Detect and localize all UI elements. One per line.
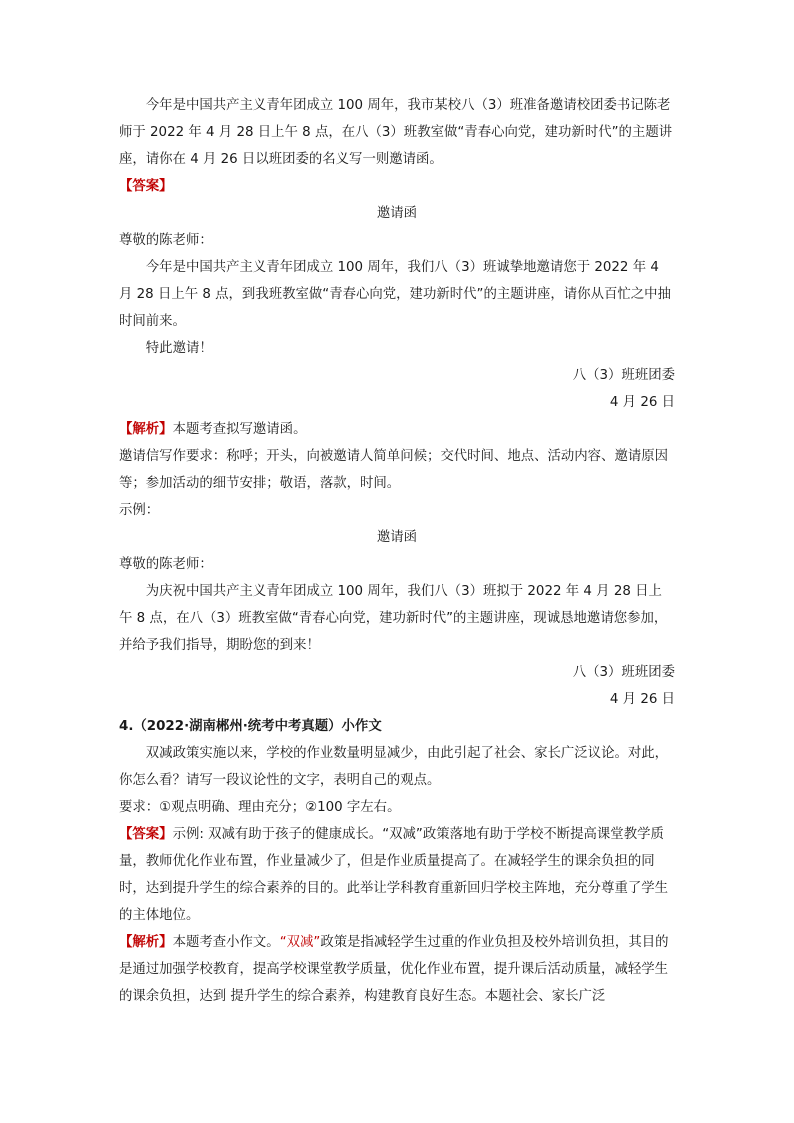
question-4-analysis-text: 政策是指减轻学生过重的作业负担及校外培训负担，其目的是通过加强学校教育，提高学校课堂教学质量，优化作业布置，提升课后活动质量，减轻学生的课余负担，达到 提升学生的综合素养，构建教育良好生态。本题社会、家长广泛 [119, 935, 669, 1004]
analysis-tag: 【解析】 [119, 422, 173, 437]
letter-1-date: 4 月 26 日 [609, 395, 675, 410]
letter-2-signer: 八（3）班班团委 [572, 665, 675, 680]
analysis-tag: 【解析】 [119, 935, 173, 950]
question-3-prompt: 今年是中国共产主义青年团成立 100 周年，我市某校八（3）班准备邀请校团委书记陈老师于 2022 年 4 月 28 日上午 8 点，在八（3）班教室做“青春心向党，建功新时代”的主题讲座，请你在 4 月 26 日以班团委的名义写一则邀请函。 [119, 98, 673, 167]
document-content [119, 92, 675, 1010]
letter-2-date: 4 月 26 日 [609, 692, 675, 707]
question-4-title: 4.（2022·湖南郴州·统考中考真题）小作文 [119, 719, 382, 734]
question-4-answer-text: 示例: 双减有助于孩子的健康成长。“双减”政策落地有助于学校不断提高课堂教学质量，教师优化作业布置，作业量减少了，但是作业质量提高了。在减轻学生的课余负担的同时，达到提升学生的综合素养的目的。此举让学科教育重新回归学校主阵地，充分尊重了学生的主体地位。 [119, 827, 669, 923]
letter-1-salutation: 尊敬的陈老师： [119, 233, 213, 248]
question-4-analysis-quote: “双减” [279, 935, 321, 950]
letter-1-title: 邀请函 [376, 206, 418, 221]
example-label: 示例： [119, 503, 160, 518]
question-4-answer [119, 821, 675, 929]
analysis-1 [119, 416, 675, 443]
question-4-requirement: 要求：①观点明确、理由充分；②100 字左右。 [119, 800, 401, 815]
question-4-analysis-lead: 本题考查小作文。 [172, 935, 280, 950]
letter-2-title: 邀请函 [376, 530, 418, 545]
letter-1-closing: 特此邀请！ [145, 341, 213, 356]
analysis-1-requirements: 邀请信写作要求：称呼；开头，向被邀请人简单问候；交代时间、地点、活动内容、邀请原因等；参加活动的细节安排；敬语，落款，时间。 [119, 449, 669, 491]
letter-1-signer: 八（3）班班团委 [572, 368, 675, 383]
answer-tag: 【答案】 [119, 179, 173, 194]
question-4-analysis [119, 929, 675, 1010]
letter-1-body: 今年是中国共产主义青年团成立 100 周年，我们八（3）班诚挚地邀请您于 2022 年 4 月 28 日上午 8 点，到我班教室做“青春心向党，建功新时代”的主题讲座，请你从百忙之中抽时间前来。 [119, 260, 671, 329]
letter-2-salutation: 尊敬的陈老师： [119, 557, 213, 572]
analysis-1-text: 本题考查拟写邀请函。 [172, 422, 307, 437]
answer-tag: 【答案】 [119, 827, 173, 842]
question-4-prompt: 双减政策实施以来，学校的作业数量明显减少，由此引起了社会、家长广泛议论。对此，你怎么看？请写一段议论性的文字，表明自己的观点。 [119, 746, 669, 788]
letter-2-body: 为庆祝中国共产主义青年团成立 100 周年，我们八（3）班拟于 2022 年 4 月 28 日上午 8 点，在八（3）班教室做“青春心向党，建功新时代”的主题讲座，现诚恳地邀请您参加，并给予我们指导，期盼您的到来！ [119, 584, 668, 653]
